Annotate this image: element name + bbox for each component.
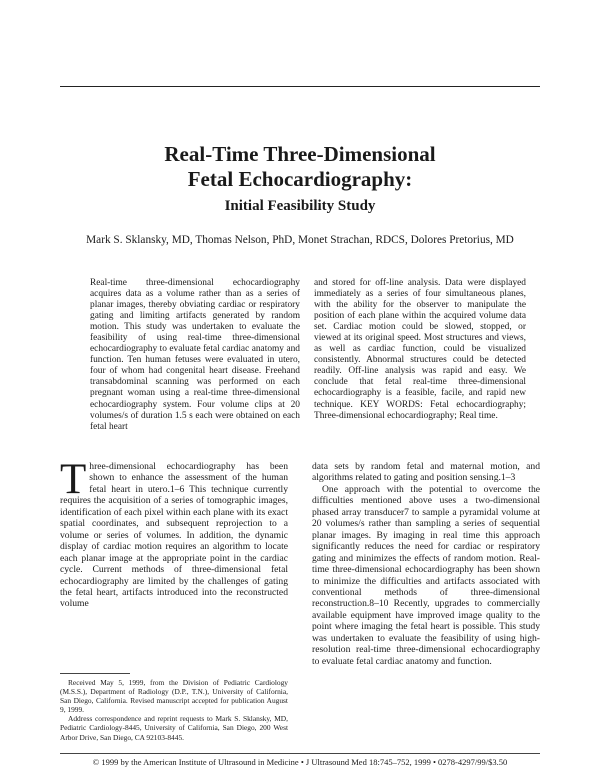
header-rule [60, 86, 540, 87]
intro-paragraph [60, 456, 288, 610]
keywords-label: KEY WORDS: [360, 399, 423, 410]
received-note: Received May 5, 1999, from the Division of Pediatric Cardiology (M.S.S.), Department of Radiology (D.P., T.N.), University of California, San Diego, California. Revised manuscript accepted for publication August 9, 1999. [60, 678, 288, 715]
body-right-column [312, 461, 540, 667]
author-list: Mark S. Sklansky, MD, Thomas Nelson, PhD, Monet Strachan, RDCS, Dolores Pretorius, MD [86, 234, 514, 246]
abstract-right-column [314, 278, 526, 422]
body-left-column [60, 456, 288, 610]
paper-title [60, 142, 540, 192]
footnotes [60, 678, 288, 742]
body-paragraph-continued: data sets by random fetal and maternal motion, and algorithms related to gating and position sensing.1–3 [312, 461, 540, 484]
abstract-text: and stored for off-line analysis. Data were displayed immediately as a series of four simultaneous planes, with the ability for the observer to manipulate the position of each plane within the acquired volume data set. Cardiac motion could be slowed, stopped, or viewed at its original speed. Most structures and views, as well as cardiac function, could be visualized consistently. Abnormal structures could be detected readily. Off-line analysis was rapid and easy. We conclude that fetal real-time three-dimensional echocardiography is a feasible, facile, and rapid new technique. [314, 278, 526, 410]
page-footer: © 1999 by the American Institute of Ultrasound in Medicine • J Ultrasound Med 18:745–752, 1999 • 0278-4297/99/$3.50 [92, 757, 508, 767]
abstract-left-column: Real-time three-dimensional echocardiography acquires data as a volume rather than as a series of planar images, thereby obviating cardiac or respiratory gating and limiting artifacts generated by random motion. This study was undertaken to evaluate the feasibility of using real-time three-dimensional echocardiography to evaluate fetal cardiac anatomy and function. Ten human fetuses were evaluated in utero, four of whom had congenital heart disease. Freehand transabdominal scanning was performed on each pregnant woman using a real-time three-dimensional echocardiography system. Four volume clips at 20 volumes/s of duration 1.5 s each were obtained on each fetal heart [90, 278, 300, 432]
correspondence-note: Address correspondence and reprint requests to Mark S. Sklansky, MD, Pediatric Cardiology-8445, University of California, San Diego, 200 West Arbor Drive, San Diego, CA 92103-8445. [60, 714, 288, 742]
keywords: Fetal echocardiography; Three-dimensional echocardiography; Real time. [314, 399, 526, 421]
title-block [60, 142, 540, 215]
paper-subtitle: Initial Feasibility Study [224, 198, 376, 214]
body-paragraph-2: One approach with the potential to overcome the difficulties mentioned above uses a two-dimensional phased array transducer7 to sample a pyramidal volume at 20 volumes/s rather than sampling a series of sequential planar images. By imaging in real time this approach significantly reduces the need for cardiac or respiratory gating and minimizes the effects of random motion. Real-time three-dimensional echocardiography has been shown to minimize the difficulties and artifacts associated with conventional methods of three-dimensional reconstruction.8–10 Recently, upgrades to commercially available equipment have improved image quality to the point where imaging the fetal heart is possible. This study was undertaken to evaluate the feasibility of using high-resolution real-time three-dimensional echocardiography to evaluate fetal cardiac anatomy and function. [312, 483, 540, 667]
footer-rule [60, 753, 540, 754]
title-line-1: Real-Time Three-Dimensional [164, 142, 436, 166]
intro-text: hree-dimensional echocardiography has been shown to enhance the assessment of the human fetal heart in utero.1–6 This technique currently requires the acquisition of a series of tomographic images, identification of each pixel within each plane with its exact spatial coordinates, and subsequent reprojection to a volume or series of volumes. In addition, the dynamic display of cardiac motion requires an algorithm to locate each planar image at the appropriate point in the cardiac cycle. Current methods of three-dimensional fetal echocardiography are limited by the challenges of gating the fetal heart, artifacts introduced into the reconstructed volume [60, 461, 288, 610]
drop-cap: T [60, 456, 87, 503]
title-line-2: Fetal Echocardiography: [187, 167, 413, 191]
footnote-rule [60, 673, 130, 674]
